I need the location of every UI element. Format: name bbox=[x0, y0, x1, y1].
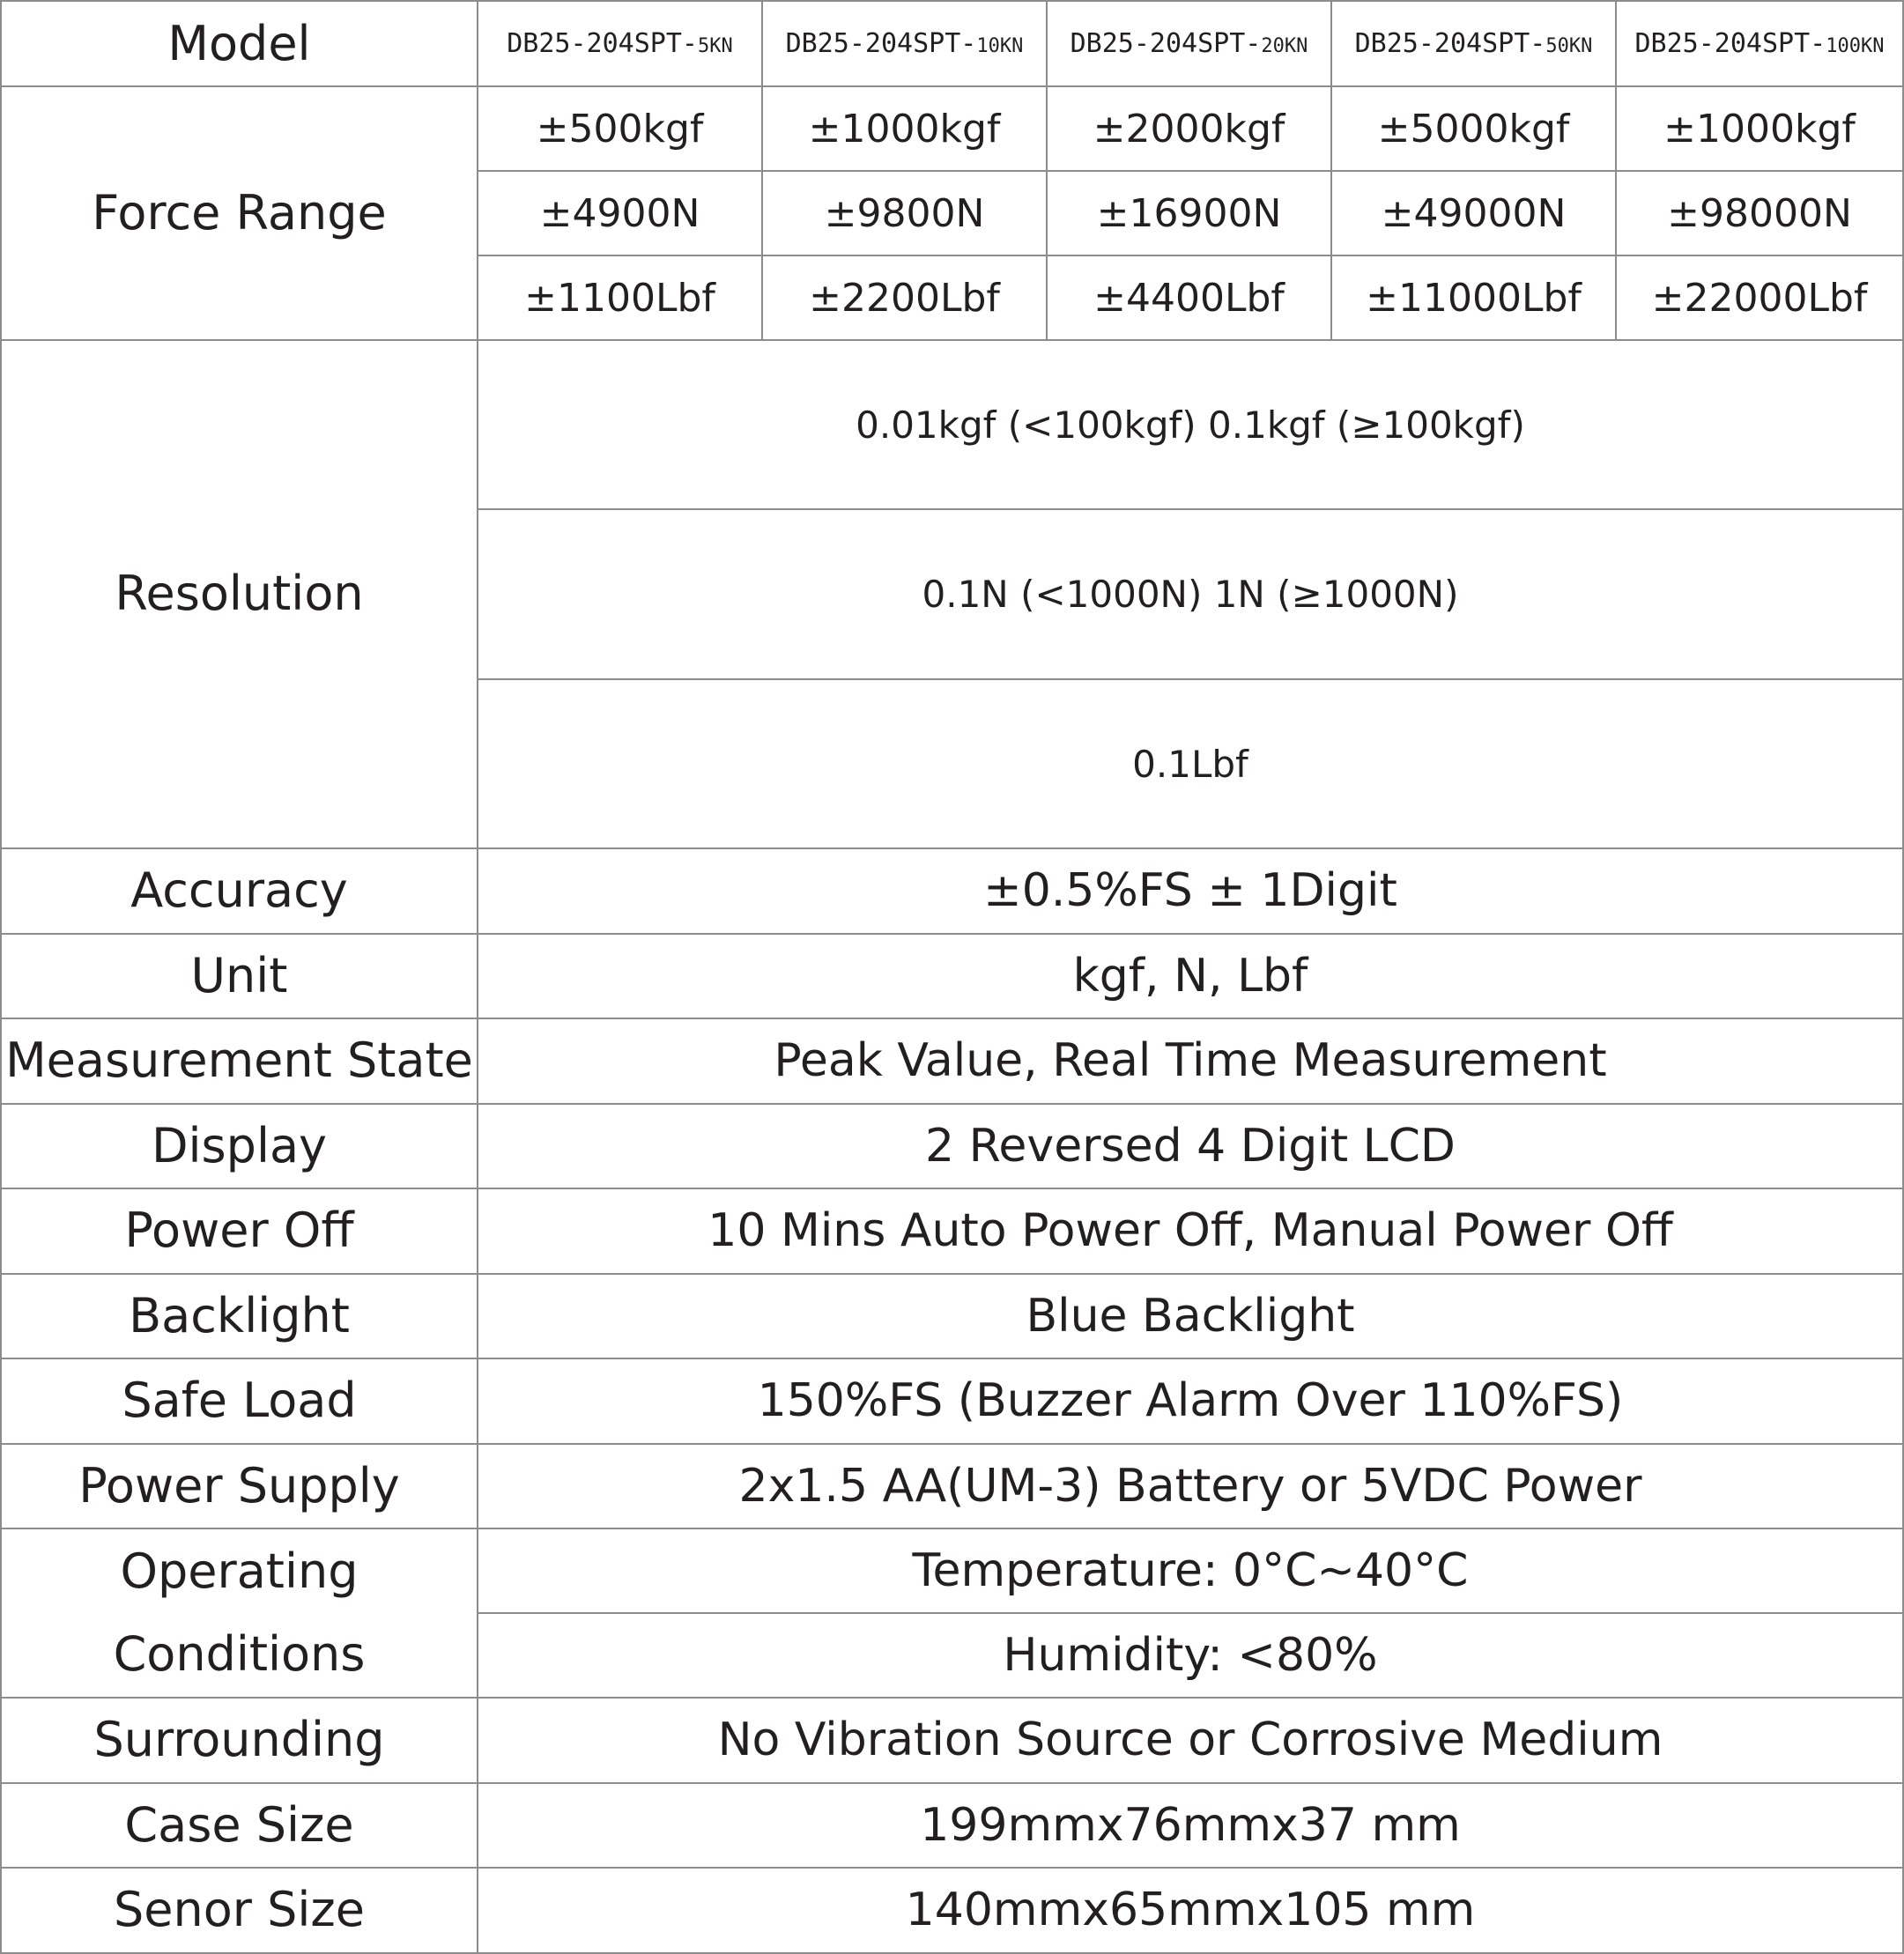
force-range-cell: ±1100Lbf bbox=[478, 255, 762, 340]
surrounding-row bbox=[1, 1698, 1903, 1783]
backlight-row bbox=[1, 1274, 1903, 1359]
model-row bbox=[1, 1, 1903, 86]
force-range-cell: ±98000N bbox=[1616, 171, 1903, 255]
model-100kn: DB25-204SPT-100KN bbox=[1616, 1, 1903, 86]
model-label: Model bbox=[1, 1, 478, 86]
force-range-cell: ±1000kgf bbox=[1616, 86, 1903, 171]
force-range-cell: ±4400Lbf bbox=[1047, 255, 1331, 340]
accuracy-value: ±0.5%FS ± 1Digit bbox=[478, 848, 1903, 934]
force-range-cell: ±2000kgf bbox=[1047, 86, 1331, 171]
case-size-label: Case Size bbox=[1, 1783, 478, 1869]
backlight-value: Blue Backlight bbox=[478, 1274, 1903, 1359]
force-range-cell: ±1000kgf bbox=[762, 86, 1047, 171]
force-range-cell: ±4900N bbox=[478, 171, 762, 255]
power-supply-value: 2x1.5 AA(UM-3) Battery or 5VDC Power bbox=[478, 1444, 1903, 1529]
display-value: 2 Reversed 4 Digit LCD bbox=[478, 1104, 1903, 1189]
accuracy-row bbox=[1, 848, 1903, 934]
power-off-label: Power Off bbox=[1, 1188, 478, 1274]
model-20kn: DB25-204SPT-20KN bbox=[1047, 1, 1331, 86]
force-range-cell: ±500kgf bbox=[478, 86, 762, 171]
surrounding-label: Surrounding bbox=[1, 1698, 478, 1783]
sensor-size-label: Senor Size bbox=[1, 1868, 478, 1953]
resolution-kgf: 0.01kgf (<100kgf) 0.1kgf (≥100kgf) bbox=[478, 340, 1903, 509]
unit-value: kgf, N, Lbf bbox=[478, 934, 1903, 1019]
sensor-size-row bbox=[1, 1868, 1903, 1953]
display-label: Display bbox=[1, 1104, 478, 1189]
operating-temperature-value: Temperature: 0°C~40°C bbox=[478, 1528, 1903, 1613]
case-size-value: 199mmx76mmx37 mm bbox=[478, 1783, 1903, 1869]
surrounding-value: No Vibration Source or Corrosive Medium bbox=[478, 1698, 1903, 1783]
power-supply-row bbox=[1, 1444, 1903, 1529]
model-10kn: DB25-204SPT-10KN bbox=[762, 1, 1047, 86]
resolution-lbf: 0.1Lbf bbox=[478, 679, 1903, 848]
accuracy-label: Accuracy bbox=[1, 848, 478, 934]
case-size-row bbox=[1, 1783, 1903, 1869]
display-row bbox=[1, 1104, 1903, 1189]
measurement-state-row bbox=[1, 1018, 1903, 1104]
resolution-n: 0.1N (<1000N) 1N (≥1000N) bbox=[478, 509, 1903, 679]
force-range-cell: ±49000N bbox=[1331, 171, 1616, 255]
operating-temperature-row bbox=[1, 1528, 1903, 1613]
force-range-cell: ±22000Lbf bbox=[1616, 255, 1903, 340]
power-off-value: 10 Mins Auto Power Off, Manual Power Off bbox=[478, 1188, 1903, 1274]
resolution-label: Resolution bbox=[1, 340, 478, 848]
sensor-size-value: 140mmx65mmx105 mm bbox=[478, 1868, 1903, 1953]
unit-label: Unit bbox=[1, 934, 478, 1019]
force-range-cell: ±11000Lbf bbox=[1331, 255, 1616, 340]
force-range-cell: ±5000kgf bbox=[1331, 86, 1616, 171]
model-50kn: DB25-204SPT-50KN bbox=[1331, 1, 1616, 86]
unit-row bbox=[1, 934, 1903, 1019]
backlight-label: Backlight bbox=[1, 1274, 478, 1359]
force-range-label: Force Range bbox=[1, 86, 478, 340]
power-off-row bbox=[1, 1188, 1903, 1274]
force-range-cell: ±2200Lbf bbox=[762, 255, 1047, 340]
measurement-state-label: Measurement State bbox=[1, 1018, 478, 1104]
operating-humidity-value: Humidity: <80% bbox=[478, 1613, 1903, 1698]
safe-load-value: 150%FS (Buzzer Alarm Over 110%FS) bbox=[478, 1358, 1903, 1444]
measurement-state-value: Peak Value, Real Time Measurement bbox=[478, 1018, 1903, 1104]
safe-load-label: Safe Load bbox=[1, 1358, 478, 1444]
power-supply-label: Power Supply bbox=[1, 1444, 478, 1529]
model-5kn: DB25-204SPT-5KN bbox=[478, 1, 762, 86]
force-range-kgf-row bbox=[1, 86, 1903, 171]
safe-load-row bbox=[1, 1358, 1903, 1444]
force-range-cell: ±16900N bbox=[1047, 171, 1331, 255]
operating-conditions-label: Operating Conditions bbox=[1, 1528, 478, 1698]
resolution-kgf-row bbox=[1, 340, 1903, 509]
force-range-cell: ±9800N bbox=[762, 171, 1047, 255]
